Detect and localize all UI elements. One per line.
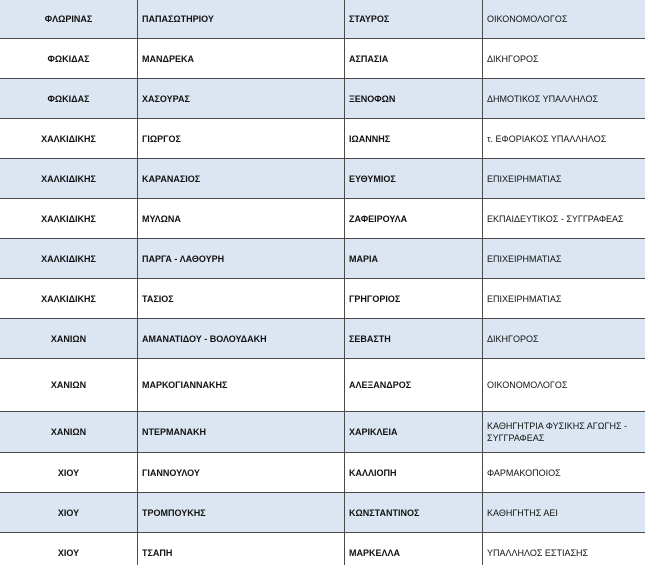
surname-cell[interactable]: ΑΜΑΝΑΤΙΔΟΥ - ΒΟΛΟΥΔΑΚΗ [138,319,345,359]
table-row [0,119,645,159]
surname-cell[interactable]: ΜΥΛΩΝΑ [138,199,345,239]
first-name-cell[interactable]: ΜΑΡΙΑ [345,239,483,279]
profession-cell[interactable]: ΚΑΘΗΓΗΤΡΙΑ ΦΥΣΙΚΗΣ ΑΓΩΓΗΣ - ΣΥΓΓΡΑΦΕΑΣ [483,412,645,453]
table-row [0,239,645,279]
surname-cell[interactable]: ΠΑΡΓΑ - ΛΑΘΟΥΡΗ [138,239,345,279]
profession-cell[interactable]: ΥΠΑΛΛΗΛΟΣ ΕΣΤΙΑΣΗΣ [483,533,645,565]
table-row [0,453,645,493]
region-cell[interactable]: ΧΑΛΚΙΔΙΚΗΣ [0,199,138,239]
region-cell[interactable]: ΧΑΛΚΙΔΙΚΗΣ [0,239,138,279]
profession-cell[interactable]: τ. ΕΦΟΡΙΑΚΟΣ ΥΠΑΛΛΗΛΟΣ [483,119,645,159]
surname-cell[interactable]: ΤΑΣΙΟΣ [138,279,345,319]
region-cell[interactable]: ΧΑΝΙΩΝ [0,412,138,453]
table-row [0,279,645,319]
surname-cell[interactable]: ΜΑΡΚΟΓΙΑΝΝΑΚΗΣ [138,359,345,412]
first-name-cell[interactable]: ΚΑΛΛΙΟΠΗ [345,453,483,493]
table-row [0,533,645,565]
first-name-cell[interactable]: ΙΩΑΝΝΗΣ [345,119,483,159]
surname-cell[interactable]: ΚΑΡΑΝΑΣΙΟΣ [138,159,345,199]
region-cell[interactable]: ΧΑΛΚΙΔΙΚΗΣ [0,279,138,319]
table-row [0,0,645,39]
table-row [0,199,645,239]
first-name-cell[interactable]: ΖΑΦΕΙΡΟΥΛΑ [345,199,483,239]
table-row [0,159,645,199]
profession-cell[interactable]: ΔΙΚΗΓΟΡΟΣ [483,319,645,359]
region-cell[interactable]: ΧΙΟΥ [0,493,138,533]
first-name-cell[interactable]: ΑΛΕΞΑΝΔΡΟΣ [345,359,483,412]
profession-cell[interactable]: ΕΠΙΧΕΙΡΗΜΑΤΙΑΣ [483,239,645,279]
region-cell[interactable]: ΧΑΛΚΙΔΙΚΗΣ [0,159,138,199]
surname-cell[interactable]: ΤΣΑΠΗ [138,533,345,565]
region-cell[interactable]: ΧΙΟΥ [0,533,138,565]
first-name-cell[interactable]: ΣΕΒΑΣΤΗ [345,319,483,359]
profession-cell[interactable]: ΔΗΜΟΤΙΚΟΣ ΥΠΑΛΛΗΛΟΣ [483,79,645,119]
region-cell[interactable]: ΦΩΚΙΔΑΣ [0,39,138,79]
first-name-cell[interactable]: ΧΑΡΙΚΛΕΙΑ [345,412,483,453]
surname-cell[interactable]: ΓΙΩΡΓΟΣ [138,119,345,159]
table-row [0,359,645,412]
profession-cell[interactable]: ΕΠΙΧΕΙΡΗΜΑΤΙΑΣ [483,279,645,319]
first-name-cell[interactable]: ΣΤΑΥΡΟΣ [345,0,483,39]
surname-cell[interactable]: ΧΑΣΟΥΡΑΣ [138,79,345,119]
surname-cell[interactable]: ΠΑΠΑΣΩΤΗΡΙΟΥ [138,0,345,39]
surname-cell[interactable]: ΝΤΕΡΜΑΝΑΚΗ [138,412,345,453]
region-cell[interactable]: ΦΛΩΡΙΝΑΣ [0,0,138,39]
region-cell[interactable]: ΧΙΟΥ [0,453,138,493]
profession-cell[interactable]: ΟΙΚΟΝΟΜΟΛΟΓΟΣ [483,0,645,39]
table-row [0,39,645,79]
profession-cell[interactable]: ΔΙΚΗΓΟΡΟΣ [483,39,645,79]
first-name-cell[interactable]: ΑΣΠΑΣΙΑ [345,39,483,79]
table-row [0,493,645,533]
profession-cell[interactable]: ΟΙΚΟΝΟΜΟΛΟΓΟΣ [483,359,645,412]
surname-cell[interactable]: ΤΡΟΜΠΟΥΚΗΣ [138,493,345,533]
surname-cell[interactable]: ΜΑΝΔΡΕΚΑ [138,39,345,79]
profession-cell[interactable]: ΕΠΙΧΕΙΡΗΜΑΤΙΑΣ [483,159,645,199]
region-cell[interactable]: ΧΑΛΚΙΔΙΚΗΣ [0,119,138,159]
first-name-cell[interactable]: ΚΩΝΣΤΑΝΤΙΝΟΣ [345,493,483,533]
first-name-cell[interactable]: ΞΕΝΟΦΩΝ [345,79,483,119]
region-cell[interactable]: ΧΑΝΙΩΝ [0,319,138,359]
first-name-cell[interactable]: ΕΥΘΥΜΙΟΣ [345,159,483,199]
first-name-cell[interactable]: ΜΑΡΚΕΛΛΑ [345,533,483,565]
first-name-cell[interactable]: ΓΡΗΓΟΡΙΟΣ [345,279,483,319]
table-row [0,319,645,359]
table-row [0,412,645,453]
profession-cell[interactable]: ΦΑΡΜΑΚΟΠΟΙΟΣ [483,453,645,493]
region-cell[interactable]: ΦΩΚΙΔΑΣ [0,79,138,119]
region-cell[interactable]: ΧΑΝΙΩΝ [0,359,138,412]
surname-cell[interactable]: ΓΙΑΝΝΟΥΛΟΥ [138,453,345,493]
profession-cell[interactable]: ΕΚΠΑΙΔΕΥΤΙΚΟΣ - ΣΥΓΓΡΑΦΕΑΣ [483,199,645,239]
profession-cell[interactable]: ΚΑΘΗΓΗΤΗΣ ΑΕΙ [483,493,645,533]
table-row [0,79,645,119]
